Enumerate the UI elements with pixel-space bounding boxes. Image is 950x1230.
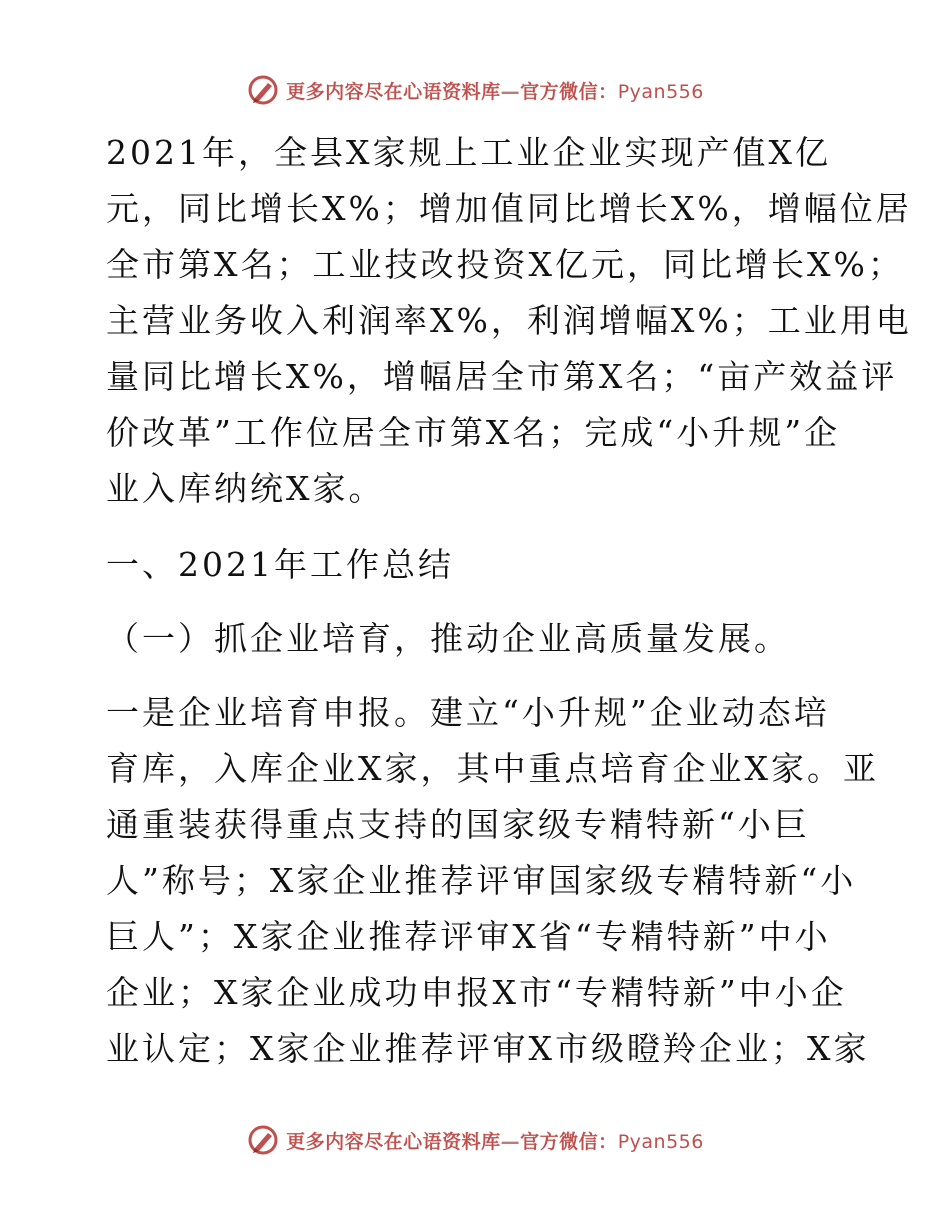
text-line: 一、2021年工作总结 xyxy=(106,545,454,584)
text-line: 全市第X名；工业技改投资X亿元，同比增长X%； xyxy=(106,245,904,284)
text-line: 价改革”工作位居全市第X名；完成“小升规”企 xyxy=(106,413,841,452)
section-heading xyxy=(100,537,860,593)
text-line: 育库，入库企业X家，其中重点培育企业X家。亚 xyxy=(106,749,879,788)
document-body xyxy=(100,125,912,1077)
watermark-text: 更多内容尽在心语资料库—官方微信：Pyan556 xyxy=(286,1130,704,1153)
paragraph-summary xyxy=(100,125,912,517)
text-line: 业入库纳统X家。 xyxy=(106,469,385,508)
text-line: 元，同比增长X%；增加值同比增长X%，增幅位居 xyxy=(106,189,912,228)
subsection-heading xyxy=(100,611,860,667)
text-line: 通重装获得重点支持的国家级专精特新“小巨 xyxy=(106,805,810,844)
text-line: 企业；X家企业成功申报X市“专精特新”中小企 xyxy=(106,973,847,1012)
footer-watermark-banner xyxy=(0,1120,950,1160)
header-watermark-banner xyxy=(0,70,950,110)
text-line: 巨人”；X家企业推荐评审X省“专精特新”中小 xyxy=(106,917,831,956)
text-line: 人”称号；X家企业推荐评审国家级专精特新“小 xyxy=(106,861,857,900)
pen-logo-icon xyxy=(246,1123,280,1157)
pen-logo-icon xyxy=(246,73,280,107)
text-line: 业认定；X家企业推荐评审X市级瞪羚企业；X家 xyxy=(106,1029,870,1068)
text-line: （一）抓企业培育，推动企业高质量发展。 xyxy=(106,619,790,658)
watermark-text: 更多内容尽在心语资料库—官方微信：Pyan556 xyxy=(286,80,704,103)
text-line: 主营业务收入利润率X%，利润增幅X%；工业用电 xyxy=(106,301,912,340)
text-line: 量同比增长X%，增幅居全市第X名；“亩产效益评 xyxy=(106,357,898,396)
text-line: 一是企业培育申报。建立“小升规”企业动态培 xyxy=(106,693,830,732)
text-line: 2021年，全县X家规上工业企业实现产值X亿 xyxy=(106,133,831,172)
paragraph-enterprise-cultivation xyxy=(100,685,879,1077)
